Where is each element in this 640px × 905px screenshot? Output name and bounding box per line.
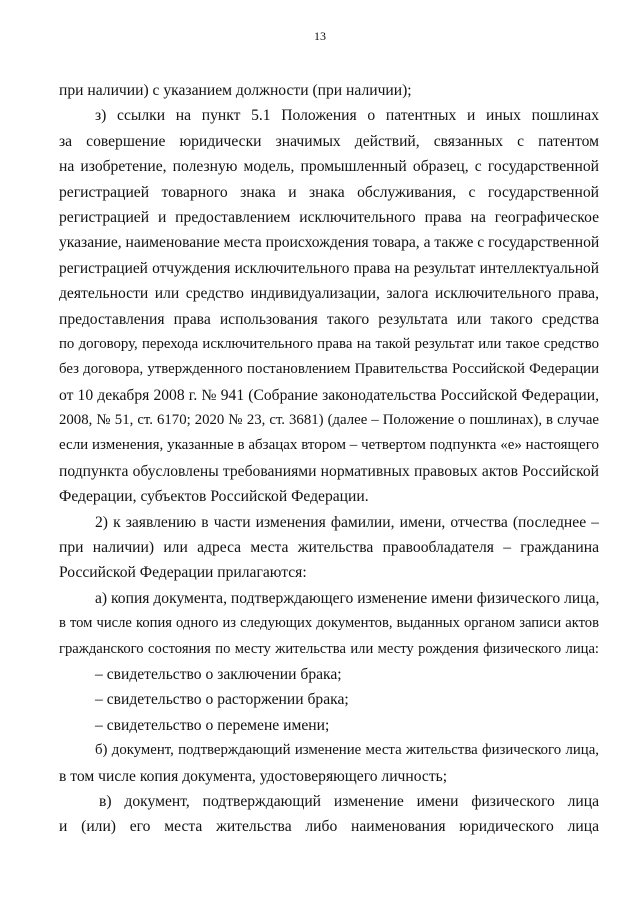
text-line: гражданского состояния по месту жительства или месту рождения физического лица: xyxy=(59,640,599,657)
text-line: при наличии) с указанием должности (при наличии); xyxy=(59,82,412,99)
text-line: Российской Федерации прилагаются: xyxy=(59,564,307,582)
text-line: без договора, утвержденного постановлением Правительства Российской Федерации xyxy=(59,361,599,378)
text-line: в том числе копия одного из следующих документов, выданных органом записи актов xyxy=(59,615,599,632)
text-line: регистрацией товарного знака и знака обслуживания, с государственной xyxy=(59,183,599,201)
text-line: Федерации, субъектов Российской Федерации. xyxy=(59,488,369,506)
text-line: указание, наименование места происхождения товара, а также с государственной xyxy=(59,234,599,252)
text-line: предоставления права использования такого результата или такого средства xyxy=(59,310,599,328)
text-line: 2008, № 51, ст. 6170; 2020 № 23, ст. 3681) (далее – Положение о пошлинах), в случае xyxy=(59,412,599,429)
text-line: в) документ, подтверждающий изменение имени физического лица xyxy=(99,792,599,810)
text-line: если изменения, указанные в абзацах втором – четвертом подпункта «е» настоящего xyxy=(59,437,599,454)
text-line: и (или) его места жительства либо наименования юридического лица xyxy=(59,818,599,836)
text-line: регистрацией и предоставлением исключительного права на географическое xyxy=(59,208,599,226)
text-line: з) ссылки на пункт 5.1 Положения о патентных и иных пошлинах xyxy=(95,107,599,125)
text-line: подпункта обусловлены требованиями нормативных правовых актов Российской xyxy=(59,462,599,480)
text-line: б) документ, подтверждающий изменение места жительства физического лица, xyxy=(95,742,599,759)
text-line: по договору, перехода исключительного права на такой результат или такое средство xyxy=(59,335,599,352)
text-line: регистрацией отчуждения исключительного права на результат интеллектуальной xyxy=(59,259,599,277)
page-number: 13 xyxy=(314,29,326,43)
text-line: на изобретение, полезную модель, промышленный образец, с государственной xyxy=(59,158,599,176)
text-line: от 10 декабря 2008 г. № 941 (Собрание законодательства Российской Федерации, xyxy=(59,386,599,404)
text-line: а) копия документа, подтверждающего изменение имени физического лица, xyxy=(95,589,599,607)
text-line: 2) к заявлению в части изменения фамилии, имени, отчества (последнее – xyxy=(95,513,599,531)
text-line: при наличии) или адреса места жительства правообладателя – гражданина xyxy=(59,539,599,557)
text-line: в том числе копия документа, удостоверяющего личность; xyxy=(59,767,448,785)
text-line: – свидетельство о заключении брака; xyxy=(95,665,342,683)
document-body xyxy=(59,78,599,840)
text-line: – свидетельство о расторжении брака; xyxy=(95,691,349,709)
text-line: деятельности или средство индивидуализации, залога исключительного права, xyxy=(59,285,599,303)
text-line: за совершение юридически значимых действий, связанных с патентом xyxy=(59,132,599,150)
text-line: – свидетельство о перемене имени; xyxy=(95,716,330,734)
